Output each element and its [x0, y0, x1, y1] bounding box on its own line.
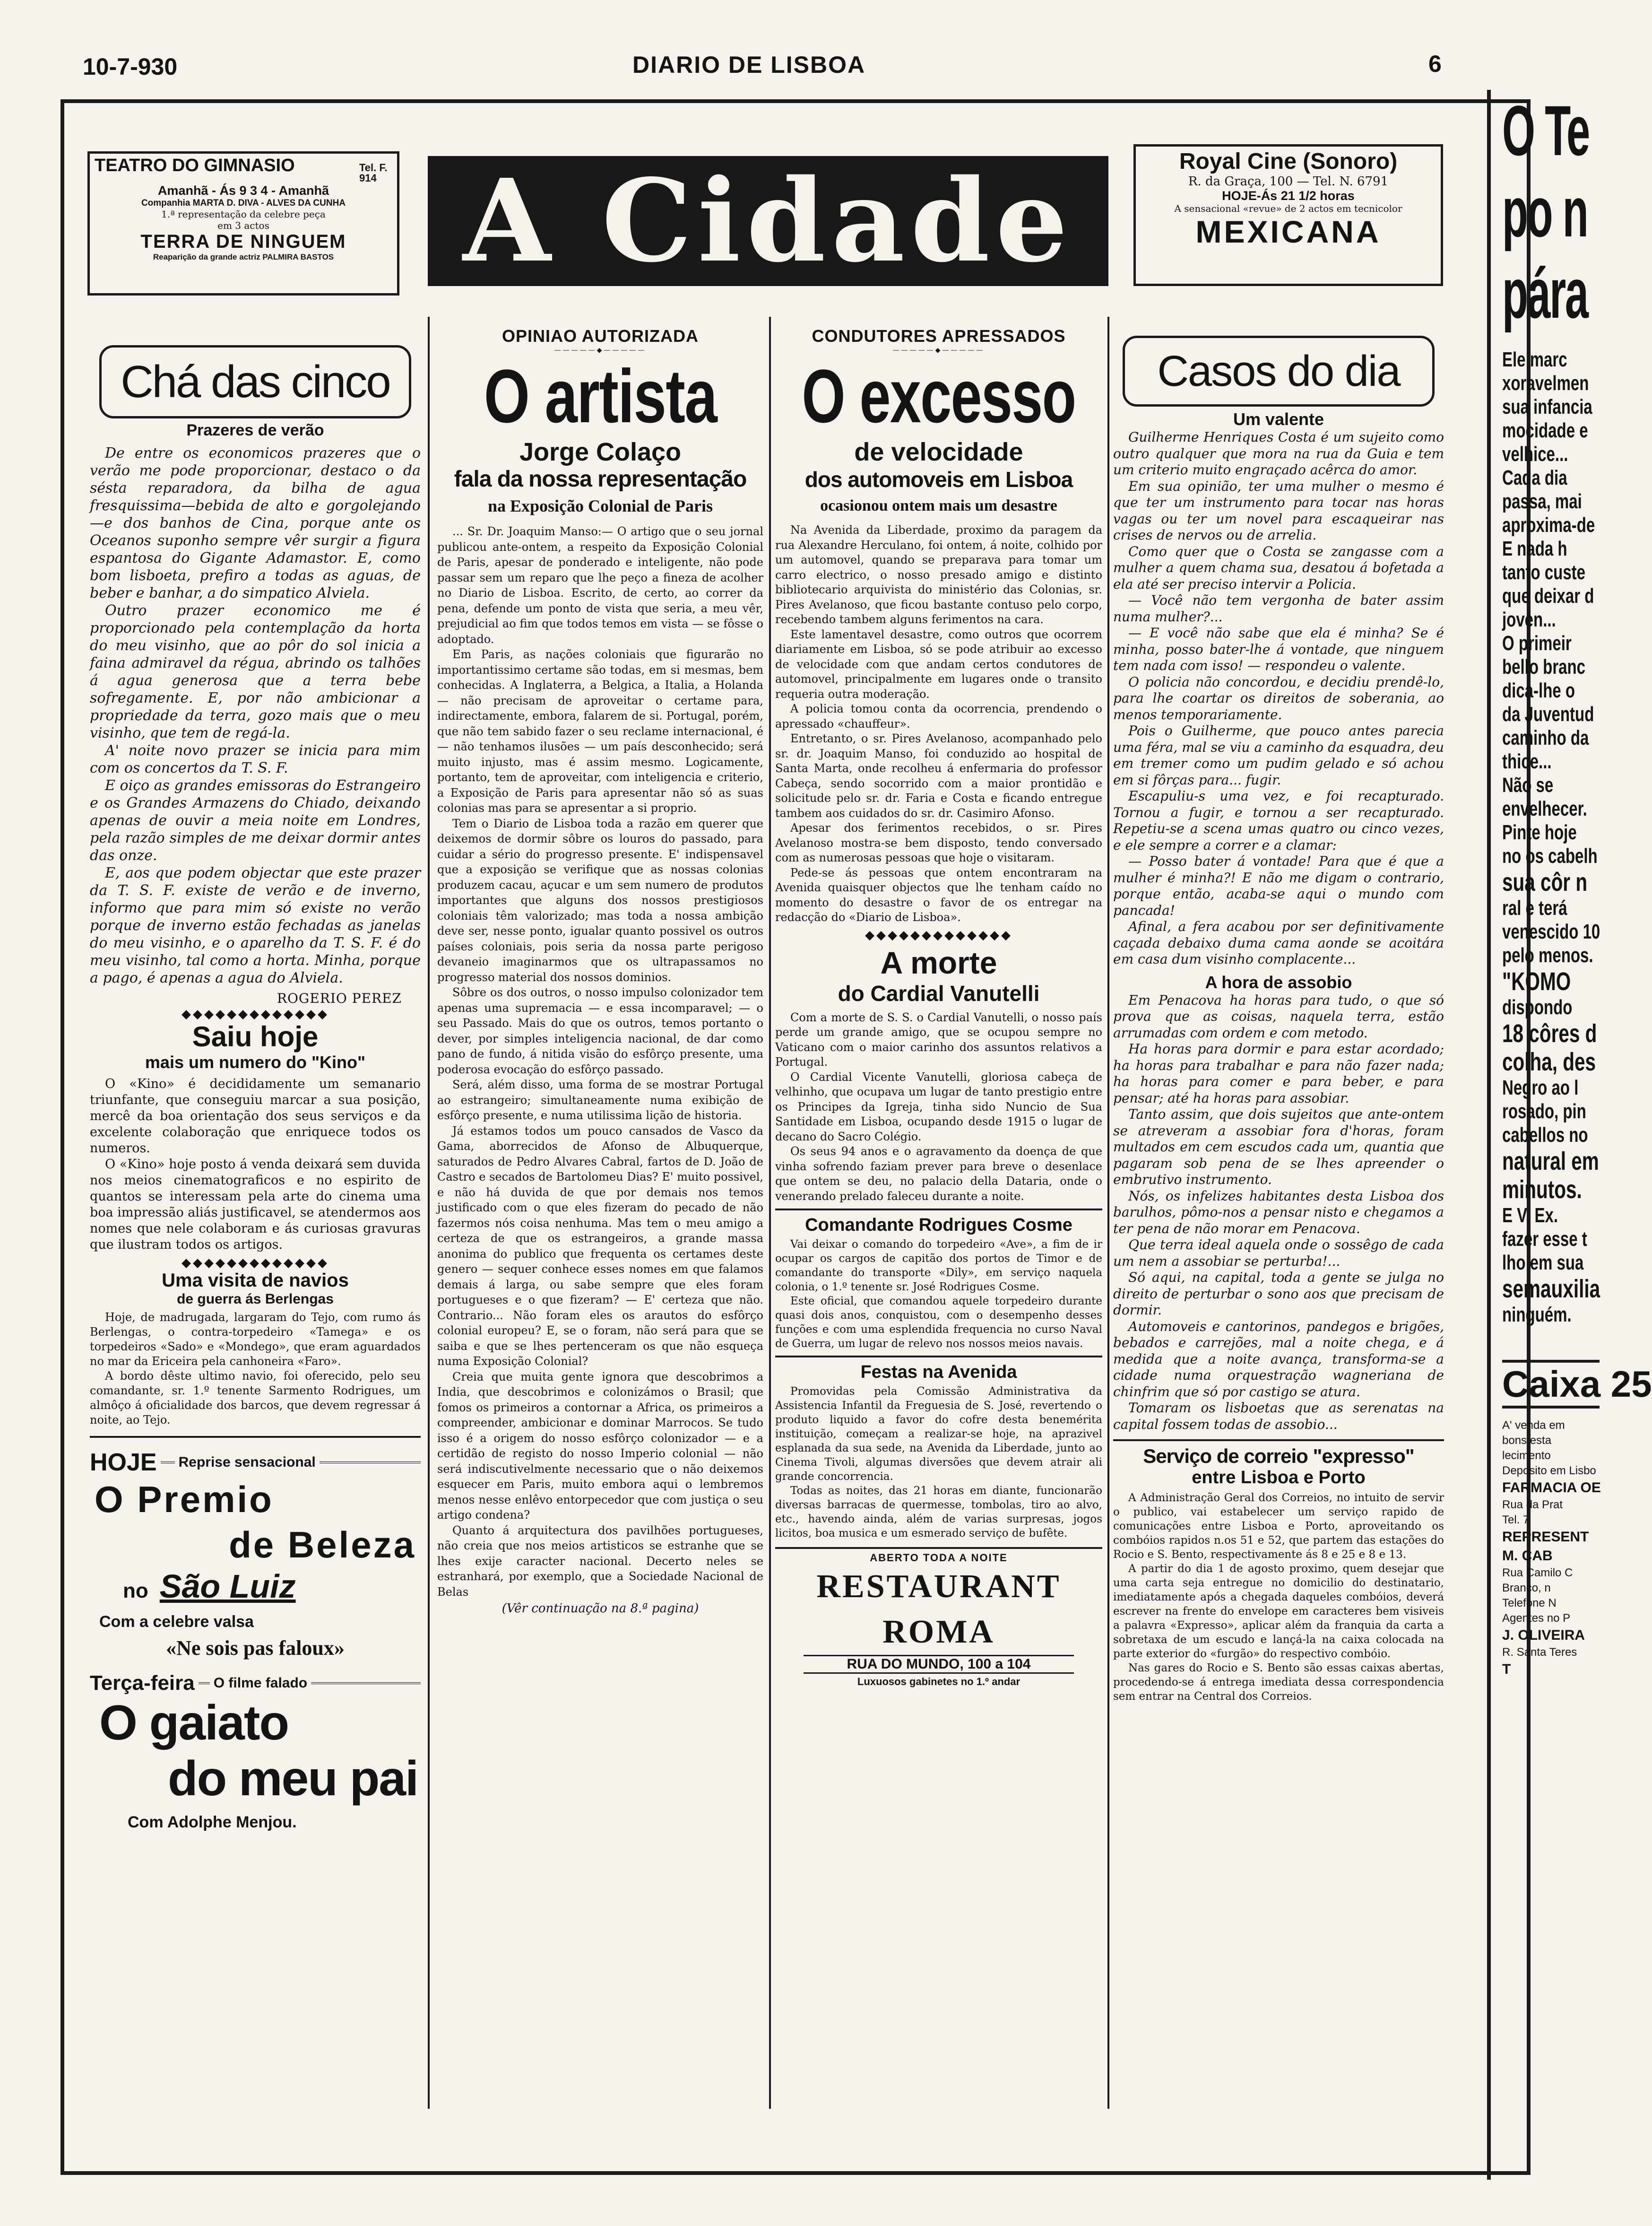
cosme-body [775, 1237, 1102, 1351]
cha-signature: ROGERIO PEREZ [277, 991, 402, 1006]
strip-line: bello branc [1502, 655, 1586, 678]
strip-small-line: lecimento [1502, 1449, 1551, 1462]
strip-headline-line: O Te [1502, 91, 1589, 170]
valente-paragraph: — Posso bater á vontade! Para que é que a mulher é minha?! E não me digam o contrario, porque então, acaba-se aqui o mundo com pancada! [1113, 853, 1444, 918]
correio-paragraph: Nas gares do Rocio e S. Bento são essas caixas abertas, procedendo-se á entrega imediata dessa correspondencia sem entrar na Central dos Correios. [1113, 1662, 1444, 1703]
strip-small-line: FARMACIA OE [1502, 1480, 1601, 1496]
teatro-ad [87, 151, 399, 296]
morte-paragraph: O Cardial Vicente Vanutelli, gloriosa cabeça de velhinho, que ocupava um lugar de tanto prestigio entre os Principes da Igreja, tinha sido Nuncio de Sua Santidade em Lisboa, ocupando desde 1915 o lugar de decano do Sacro Colégio. [775, 1070, 1102, 1143]
excesso-paragraph: Este lamentavel desastre, como outros que ocorrem diariamente em Lisboa, só se pode atribuir ao excesso de velocidade com que andam certos condutores de automovel, principalmente em lugares onde o transito requeria outra moderação. [775, 627, 1102, 701]
kino-body [90, 1076, 421, 1253]
section-rule [90, 1436, 421, 1438]
sao-luiz-ad [90, 1448, 421, 1832]
ad-com: Com Adolphe Menjou. [128, 1813, 297, 1831]
valente-title: Um valente [1233, 409, 1324, 429]
strip-line: sua côr n [1502, 868, 1588, 896]
excesso-title: O excesso [802, 354, 1076, 438]
strip-line: Pinte hoje [1502, 821, 1577, 844]
royal-line2: HOJE-Ás 21 1/2 horas [1222, 189, 1355, 203]
artista-name: Jorge Colaço [519, 438, 682, 466]
artista-sub2: na Exposição Colonial de Paris [487, 496, 713, 515]
navios-title: Uma visita de navios [162, 1270, 349, 1291]
strip-line: no os cabelh [1502, 844, 1598, 868]
strip-line: natural em [1502, 1147, 1599, 1175]
festas-paragraph: Promovidas pela Comissão Administrativa da Assistencia Infantil da Freguesia de S. José, revertendo o produto liquido a favor do cofre desta benemérita instituição, começam a realizar-se hoje, na aprazivel esplanada da sua sede, na Avenida da Liberdade, junto ao Cinema Tivoli, algumas diversões que devem atrair ali grande concorrencia. [775, 1385, 1102, 1483]
valente-paragraph: O policia não concordou, e decidiu prendê-lo, para lhe coartar os direitos de soberania, ao menos temporariamente. [1113, 674, 1444, 722]
ad-valsa: Com a celebre valsa [99, 1613, 254, 1631]
column-artista [437, 326, 763, 2104]
masthead-paper: DIARIO DE LISBOA [632, 52, 866, 78]
column-rule-2 [769, 317, 771, 2109]
strip-body [1502, 348, 1600, 1327]
teatro-tel: Tel. F. 914 [359, 162, 388, 184]
section-rule [775, 1209, 1102, 1210]
teatro-line5: Reaparição da grande actriz PALMIRA BASTOS [153, 252, 334, 261]
navios-paragraph: A bordo dêste ultimo navio, foi oferecido, pelo seu comandante, sr. 1.º tenente Sarmento Rodrigues, um almôço á oficialidade dos barcos, que devem regressar á noite, ao Tejo. [90, 1369, 421, 1426]
cha-das-cinco-body [90, 444, 421, 987]
ad-gaiato: O gaiato [99, 1696, 289, 1750]
assobio-paragraph: Em Penacova ha horas para tudo, o que só prova que as coisas, naquela terra, estão arrumadas com ordem e com metodo. [1113, 992, 1444, 1041]
artista-paragraph: Será, além disso, uma forma de se mostrar Portugal ao estrangeiro; simultaneamente numa exibição de esfôrço presente, e numa utilissima lição de historia. [437, 1078, 763, 1122]
morte-title: A morte [880, 945, 997, 980]
morte-paragraph: Com a morte de S. S. o Cardial Vanutelli, o nosso país perde um grande amigo, que se ocupou sempre no Vaticano com o maior carinho dos assuntos relativos a Portugal. [775, 1010, 1102, 1069]
excesso-body [775, 523, 1102, 925]
valente-paragraph: Guilherme Henriques Costa é um sujeito como outro qualquer que mora na rua da Guia e tem um criterio muito engraçado acêrca do amor. [1113, 429, 1444, 478]
strip-headline-line: po n [1502, 172, 1588, 252]
strip-small-line: M. CAB [1502, 1548, 1553, 1564]
strip-line: E nada h [1502, 537, 1567, 560]
restaurant-addr: RUA DO MUNDO, 100 a 104 [804, 1655, 1074, 1674]
artista-paragraph: Tem o Diario de Lisboa toda a razão em querer que deixemos de dormir sôbre os louros do passado, para cuidar a sério do progresso presente. E' indispensavel que a exposição se verifique que as nossas colonias produzem cacau, açucar e um sem numero de produtos importantes que alguns dos nossos prestigiosos coloniais têm valorizado; mas toda a nossa ambição deve ser, nesse ponto, igualar quanto possivel os outros países coloniais, pois seria da nossa parte perigoso devaneio imaginarmos que os ultrapassamos no progresso material dos nossos dominios. [437, 817, 763, 984]
column-rule-1 [428, 317, 430, 2109]
strip-line: O primeir [1502, 632, 1572, 655]
masthead-date: 10-7-930 [83, 53, 178, 80]
strip-small-line: Agentes no P [1502, 1612, 1571, 1625]
teatro-line3: 1.ª representação da celebre peça [161, 209, 326, 220]
valente-paragraph: Pois o Guilherme, que pouco antes parecia uma féra, mal se viu a caminho da esquadra, deu em tremer como um pudim gelado e só achou em si fôrças para... fugir. [1113, 723, 1444, 788]
ad-pai: do meu pai [168, 1751, 418, 1806]
column-casos-do-dia [1113, 326, 1444, 2104]
assobio-title: A hora de assobio [1205, 972, 1352, 992]
artista-paragraph: Em Paris, as nações coloniais que figurarão no importantissimo certame são todas, em si mesmas, bem conhecidas. A Inglaterra, a Belgica, a Italia, a Holanda — não precisam de aproveitar o certame para, indirectamente, embora, falarem de si. Portugal, porém, que não tem sabido fazer o seu reclame internacional, é — não tenhamos ilusões — um país desconhecido; será muito injusto, mas é assim mesmo. Logicamente, portanto, tem de aproveitar, com inteligencia e criterio, a Exposição de Paris para apresentar não só as suas colonias mas para se apresentar a si proprio. [437, 648, 763, 815]
ad-filme: O filme falado [213, 1675, 308, 1691]
artista-paragraph: Sôbre os dos outros, o nosso impulso colonizador tem apenas uma supremacia — e essa incomparavel; — o seu Passado. Mais do que os outros, temos portanto o dever, por simples inteligencia nacional, de dar como pano de fundo, á nitida visão do esfôrço presente, uma poderosa evocação do esfôrço passado. [437, 986, 763, 1076]
strip-small-line: bons esta [1502, 1434, 1552, 1447]
artista-title: O artista [484, 354, 717, 438]
ad-hoje: HOJE [90, 1449, 157, 1476]
section-rule [1113, 1439, 1444, 1441]
restaurant-ad [775, 1547, 1102, 1687]
festas-title: Festas na Avenida [860, 1362, 1017, 1382]
title-banner-text: A Cidade [463, 154, 1073, 287]
ad-song: «Ne sois pas faloux» [166, 1636, 345, 1660]
title-banner [428, 156, 1108, 286]
assobio-paragraph: Só aqui, na capital, toda a gente se julga no direito de perturbar o sono aos que precisam de dormir. [1113, 1270, 1444, 1318]
artista-sub: fala da nossa representação [454, 467, 747, 492]
casos-do-dia-heading-text: Casos do dia [1157, 347, 1400, 395]
casos-do-dia-heading [1123, 336, 1435, 407]
teatro-line1: Amanhã - Ás 9 3 4 - Amanhã [157, 183, 329, 198]
ad-rule [199, 1682, 210, 1684]
divider-ornament: ◆◆◆◆◆◆◆◆◆◆◆◆◆ [182, 1007, 329, 1021]
ad-beleza: de Beleza [229, 1524, 416, 1565]
strip-line: dica-lhe o [1502, 679, 1575, 702]
right-strip-ad [1487, 90, 1652, 2180]
assobio-paragraph: Que terra ideal aquela onde o sossêgo de cada um nem a assobiar se perturba!... [1113, 1237, 1444, 1269]
artista-body [437, 524, 763, 1600]
strip-headline-line: pára [1502, 253, 1588, 333]
excesso-paragraph: A policia tomou conta da ocorrencia, prendendo o apressado «chauffeur». [775, 702, 1102, 730]
strip-line: joven... [1502, 608, 1556, 631]
royal-film: MEXICANA [1195, 214, 1381, 249]
valente-paragraph: — E você não sabe que ela é minha? Se é minha, posso bater-lhe á vontade, que ninguem tem nada com isso! — respondeu o valente. [1113, 625, 1444, 673]
column-rule-3 [1107, 317, 1109, 2109]
strip-line: xoravelmen [1502, 372, 1589, 395]
section-rule [775, 1356, 1102, 1357]
royal-name: Royal Cine (Sonoro) [1179, 149, 1398, 174]
ad-teatro: São Luiz [159, 1568, 296, 1605]
teatro-play: TERRA DE NINGUEM [140, 231, 346, 252]
strip-line: mocidade e [1502, 419, 1588, 442]
strip-line: velhice... [1502, 443, 1568, 466]
cosme-paragraph: Este oficial, que comandou aquele torpedeiro durante quasi dois anos, conquistou, com o desempenho desses funções e com uma esplendida frequencia no curso Naval de Guerra, um lugar de relevo nos nossos meios navais. [775, 1295, 1102, 1350]
cha-paragraph: De entre os economicos prazeres que o verão me pode proporcionar, destaco o da sésta reparadora, da bilha de agua fresquissima—bebida de alto e gorgolejando—e dos banhos de Cina, porque ante os Oceanos suponho sempre vêr surgir a figura espantosa do Gigante Adamastor. E, como bom lisboeta, prefiro a todas as aguas, de beber e banhar, a do simpatico Alviela. [90, 445, 421, 601]
teatro-name: TEATRO DO GIMNASIO [95, 156, 295, 175]
strip-headline [1502, 90, 1600, 334]
morte-paragraph: Os seus 94 anos e o agravamento da doença de que vinha sofrendo faziam prever para breve o desenlace que ontem se deu, no palacio della Dataria, onde o venerando prelado faleceu durante a noite. [775, 1145, 1102, 1203]
strip-line: envelhecer. [1502, 797, 1587, 820]
valente-body [1113, 429, 1444, 968]
divider-ornament: ◆◆◆◆◆◆◆◆◆◆◆◆◆ [182, 1256, 329, 1270]
correio-paragraph: A partir do dia 1 de agosto proximo, quem desejar que uma carta seja entregue no domicilio do destinatario, imediatamente após a chegada daqueles combóios, deverá escrever na frente do envelope em caracteres bem visiveis a palavra «Expresso», aplicar além da franquia da carta a sobretaxa de um escudo e lançá-la na caixa colocada na parte exterior do «furgão» do respectivo combóio. [1113, 1563, 1444, 1660]
ad-rule [320, 1461, 421, 1463]
strip-small-line: T [1502, 1661, 1511, 1677]
royal-line1: R. da Graça, 100 — Tel. N. 6791 [1188, 174, 1389, 189]
teatro-line2: Companhia MARTA D. DIVA - ALVES DA CUNHA [141, 198, 346, 208]
strip-line: dispondo [1502, 996, 1573, 1019]
valente-paragraph: Escapuliu-s uma vez, e foi recapturado. Tornou a fugir, e tornou a ser recapturado. Repetiu-se a scena umas quatro ou cinco vezes, e ele sempre a correr e a clamar: [1113, 788, 1444, 853]
strip-line: ninguém. [1502, 1303, 1572, 1326]
strip-line: da Juventud [1502, 703, 1594, 726]
strip-line: ral e terá [1502, 896, 1567, 920]
strip-line: E V. Ex. [1502, 1204, 1558, 1227]
ad-reprise: Reprise sensacional [178, 1454, 316, 1470]
strip-line: thice... [1502, 750, 1552, 773]
strip-line: passa, mai [1502, 490, 1582, 513]
cha-paragraph: E oiço as grandes emissoras do Estrangeiro e os Grandes Armazens do Chiado, deixando apenas de ouvir a meia noite em Londres, pela razão simples de me deixar dormir antes das onze. [90, 777, 421, 864]
strip-small-line: Rua Camilo C [1502, 1566, 1573, 1579]
strip-line: fazer esse t [1502, 1227, 1587, 1251]
strip-small-line: A' venda em [1502, 1419, 1565, 1432]
strip-line: rosado, pin [1502, 1100, 1586, 1123]
kino-paragraph: O «Kino» é decididamente um semanario triunfante, que conseguiu marcar a sua posição, mercê da boa orientação dos seus serviços e da excelente colaboração que enriquece todos os numeros. [90, 1077, 421, 1156]
strip-small-line: J. OLIVEIRA [1502, 1627, 1585, 1643]
strip-line: 18 côres d [1502, 1019, 1597, 1048]
column-cha-das-cinco [90, 326, 421, 2104]
strip-line: cabellos no [1502, 1123, 1588, 1147]
ad-no: no [123, 1579, 148, 1602]
kino-paragraph: O «Kino» hoje posto á venda deixará sem duvida nos meios cinematograficos e no espirito de quantos se interessam pela arte do cinema uma boa impressão aliás justificavel, se atendermos aos nomes que nele colaboram e ás curiosas gravuras que ilustram todos os artigos. [90, 1157, 421, 1252]
excesso-sub2: ocasionou ontem mais um desastre [820, 497, 1057, 514]
strip-small-line: Branco, n [1502, 1582, 1551, 1594]
navios-paragraph: Hoje, de madrugada, largaram do Tejo, com rumo ás Berlengas, o contra-torpedeiro «Tamega» e os torpedeiros «Sado» e «Mondego», que eram aguardados no mar da Ericeira pela canhoneira «Faro». [90, 1311, 421, 1368]
strip-line: venescido 10 [1502, 920, 1600, 943]
correio-title: Serviço de correio "expresso" [1143, 1445, 1414, 1467]
correio-paragraph: A Administração Geral dos Correios, no intuito de servir o publico, vai estabelecer um serviço rapido de comunicações entre Lisboa e Porto, aproveitando os combóios rapidos n.os 51 e 52, que partem das estações do Rocio e S. Bento, respectivamente ás 8 e 25 e 8 e 13. [1113, 1492, 1444, 1561]
kino-subtitle: mais um numero do "Kino" [145, 1052, 366, 1072]
ad-rule [311, 1682, 421, 1684]
navios-subtitle: de guerra ás Berlengas [177, 1291, 334, 1307]
strip-line: "KOMO [1502, 967, 1571, 996]
strip-line: lho em sua [1502, 1251, 1584, 1274]
artista-paragraph: ... Sr. Dr. Joaquim Manso:— O artigo que o seu jornal publicou ante-ontem, a respeito da Exposição Colonial de Paris, apesar de ponderado e inteligente, não pode passar sem um reparo que lhe peço a fineza de acolher no Diario de Lisboa. Escrito, de certo, ao correr da pena, defende um ponto de vista que seria, a meu vêr, prejudicial ao fim que todos temos em vista — se fôsse o adoptado. [437, 525, 763, 646]
strip-line: tanto custe [1502, 561, 1586, 584]
valente-paragraph: Em sua opinião, ter uma mulher o mesmo é que ter um instrumento para tocar nas horas vagas ou ter um novel para escaqueirar nas crises de nervos ou de arrelia. [1113, 478, 1444, 543]
strip-small-line: Rua da Prat [1502, 1498, 1563, 1511]
strip-line: Não se [1502, 774, 1554, 797]
restaurant-name: RESTAURANT ROMA [816, 1568, 1061, 1650]
kicker-rule: —————◆————— [554, 347, 647, 354]
cha-paragraph: Outro prazer economico me é proporcionado pela contemplação da horta do meu visinho, que ao pôr do sol inicia a faina admiravel da régua, abrindo os talhões á agua generosa que a terra bebe sofregamente. E, por não ambicionar a propriedade da terra, gozo mais que o meu visinho, que tem de regá-la. [90, 602, 421, 741]
column-excesso [775, 326, 1102, 2104]
artista-paragraph: Já estamos todos um pouco cansados de Vasco da Gama, aborrecidos de Afonso de Albuquerque, saturados de Pedro Alvares Cabral, fartos de D. João de Castro e secados de Bartolomeu Dias? E' muito possivel, e não há duvida de que por demais nos temos justificado com o que eles fizeram do pecado de não fazermos nós coisa nenhuma. Mas tem o meu amigo a certeza de que os estrangeiros, a grande massa anonima do publico que frequenta os certames deste genero — sequer conhece esses nomes em que falamos demais á larga, ou sabe sempre que eles foram portugueses e o que fizeram? — E' certeza que não. Contrario... Não foram eles os arautos do esfôrço colonial europeu? E, se o foram, não será para que se saiba e que se lhes pertenceram os que não esqueça numa Exposição Colonial? [437, 1124, 763, 1368]
strip-small-line: R. Santa Teres [1502, 1646, 1577, 1659]
strip-line: semauxilia [1502, 1275, 1600, 1303]
strip-line: Cada dia [1502, 466, 1567, 489]
kino-title: Saiu hoje [192, 1021, 319, 1052]
cosme-paragraph: Vai deixar o comando do torpedeiro «Ave», a fim de ir ocupar os cargos de capitão dos portos de Timor e de comandante do transporte «Dily», em serviço naquela colonia, o 1.º tenente sr. José Rodrigues Cosme. [775, 1238, 1102, 1293]
excesso-paragraph: Apesar dos ferimentos recebidos, o sr. Pires Avelanoso mostra-se bem disposto, tendo conversado com as numerosas pessoas que hoje o visitaram. [775, 821, 1102, 864]
royal-line3: A sensacional «revue» de 2 actos em tecnicolor [1174, 203, 1402, 214]
excesso-paragraph: Entretanto, o sr. Pires Avelanoso, acompanhado pelo sr. dr. Joaquim Manso, foi conduzido ao hospital de Santa Marta, onde recolheu á enfermaria do professor Cabeça, sendo socorrido com a maior prontidão e solicitude pelo sr. dr. Faria e Costa e ficando entregue tambem aos cuidados do sr. dr. Casimiro Afonso. [775, 732, 1102, 820]
teatro-line4: em 3 actos [217, 220, 269, 231]
kicker-rule: —————◆————— [892, 347, 985, 354]
cha-das-cinco-heading-text: Chá das cinco [121, 356, 390, 407]
ad-rule [161, 1461, 175, 1463]
strip-line: minutos. [1502, 1175, 1582, 1204]
correio-body [1113, 1491, 1444, 1704]
restaurant-open: ABERTO TODA A NOITE [870, 1552, 1008, 1564]
assobio-paragraph: Tomaram os lisboetas que as serenatas na capital fossem todas de assobio... [1113, 1400, 1444, 1432]
artista-paragraph: Creia que muita gente ignora que descobrimos a India, que descobrimos e colonizámos o Brasil; que fomos os primeiros a contornar a Africa, os primeiros a compreender, ambicionar e dominar Marrocos. Se tudo isso é a origem do nosso esfôrço colonizador — e a certidão de registo do nosso Imperio colonial — não será indiscutivelmente necessario que o não deixemos esquecer em Paris, muito embora aqui o lembremos menos nesse enlêvo entorpecedor que com justiça o seu artigo condena? [437, 1370, 763, 1522]
valente-paragraph: Como quer que o Costa se zangasse com a mulher a quem chama sua, desatou á bofetada a ela até ser preciso intervir a Policia. [1113, 543, 1444, 592]
strip-line: Negro ao l [1502, 1076, 1579, 1099]
cosme-title: Comandante Rodrigues Cosme [805, 1215, 1073, 1235]
morte-body [775, 1010, 1102, 1204]
strip-line: Ele marc [1502, 348, 1567, 371]
ad-terca: Terça-feira [90, 1671, 195, 1695]
excesso-name: de velocidade [854, 438, 1023, 466]
strip-line: colha, des [1502, 1048, 1596, 1076]
strip-line: pelo menos. [1502, 944, 1593, 967]
excesso-kicker: CONDUTORES APRESSADOS [812, 326, 1066, 346]
strip-small-line: Telefone N [1502, 1597, 1557, 1609]
artista-continue: (Vêr continuação na 8.ª pagina) [502, 1601, 699, 1616]
strip-line: sua infancia [1502, 395, 1592, 418]
strip-small-line: Tel. 7 [1502, 1513, 1530, 1526]
artista-paragraph: Quanto á arquitectura dos pavilhões portugueses, não creia que nos meios artisticos se estranhe que se lhes exije caracter nacional. Decerto neles se estranhará, por exemplo, que a Sociedade Nacional de Belas [437, 1523, 763, 1599]
strip-line: aproxima-de [1502, 513, 1595, 537]
ad-premio: O Premio [95, 1478, 274, 1520]
prazeres-subhead: Prazeres de verão [186, 421, 324, 439]
masthead-page: 6 [1428, 51, 1442, 77]
strip-line: caminho da [1502, 726, 1589, 749]
valente-paragraph: Afinal, a fera acabou por ser definitivamente caçada debaixo duma cama aonde se acoitára em casa dum visinho complacente... [1113, 919, 1444, 967]
excesso-sub: dos automoveis em Lisboa [804, 467, 1073, 492]
restaurant-cab: Luxuosos gabinetes no 1.º andar [857, 1676, 1021, 1687]
divider-ornament: ◆◆◆◆◆◆◆◆◆◆◆◆◆ [865, 928, 1012, 942]
valente-paragraph: — Você não tem vergonha de bater assim numa mulher?... [1113, 592, 1444, 625]
excesso-paragraph: Pede-se ás pessoas que ontem encontraram na Avenida quaisquer objectos que lhe tenham caído no momento do desastre o favor de os entregar na redacção do «Diario de Lisboa». [775, 866, 1102, 924]
assobio-paragraph: Automoveis e cantorinos, pandegos e brigões, bebados e carrejões, mal a noite chega, e á medida que a noite avança, transforma-se a cidade numa orquestração wagneriana de chinfrim que só por castigo se atura. [1113, 1318, 1444, 1400]
cha-das-cinco-heading [99, 345, 411, 418]
excesso-paragraph: Na Avenida da Liberdade, proximo da paragem da rua Alexandre Herculano, foi ontem, á noite, colhido por um automovel, quando se preparava para tomar um carro electrico, o nosso presado amigo e distinto bibliotecario arquivista do ministério das Colonias, sr. Pires Avelanoso, que ficou bastante contuso pelo corpo, recebendo tambem alguns ferimentos na cara. [775, 523, 1102, 626]
artista-kicker: OPINIAO AUTORIZADA [502, 326, 699, 346]
assobio-paragraph: Nós, os infelizes habitantes desta Lisboa dos barulhos, pômo-nos a pensar nisto e chegamos a ter pena de não morar em Penacova. [1113, 1188, 1444, 1236]
strip-small-print [1502, 1418, 1600, 1679]
cha-paragraph: A' noite novo prazer se inicia para mim com os concertos da T. S. F. [90, 742, 421, 776]
strip-line: que deixar d [1502, 584, 1594, 608]
royal-ad [1133, 144, 1443, 286]
cha-paragraph: E, aos que podem objectar que este prazer da T. S. F. existe de verão e de inverno, informo que para mim só existe no verão porque de inverno estão fechadas as janelas do meu visinho, e o aparelho da T. S. F. é do meu visinho, tal como a horta. Minha, porque a pago, é apenas a agua do Alviela. [90, 865, 421, 986]
strip-small-line: REPRESENT [1502, 1529, 1589, 1545]
festas-paragraph: Todas as noites, das 21 horas em diante, funcionarão diversas barracas de quermesse, tombolas, tiro ao alvo, etc., havendo ainda, além de varias surpresas, jogos licitos, boa musica e um esmerado serviço de bufête. [775, 1485, 1102, 1539]
festas-body [775, 1384, 1102, 1540]
assobio-paragraph: Ha horas para dormir e para estar acordado; ha horas para trabalhar e para não fazer nada; ha horas para comer e para beber, e para pensar; até ha horas para assobiar. [1113, 1041, 1444, 1106]
morte-subtitle: do Cardial Vanutelli [838, 981, 1040, 1006]
assobio-body [1113, 992, 1444, 1433]
correio-subtitle: entre Lisboa e Porto [1192, 1468, 1366, 1487]
strip-small-line: Deposito em Lisbo [1502, 1464, 1596, 1477]
strip-caixa: Caixa 25 [1502, 1360, 1600, 1409]
assobio-paragraph: Tanto assim, que dois sujeitos que ante-ontem se atreveram a assobiar fora d'horas, foram multados em cem escudos cada um, quantia que pagaram sob pena de se lhes apreender o embrutivo instrumento. [1113, 1106, 1444, 1187]
navios-body [90, 1310, 421, 1427]
